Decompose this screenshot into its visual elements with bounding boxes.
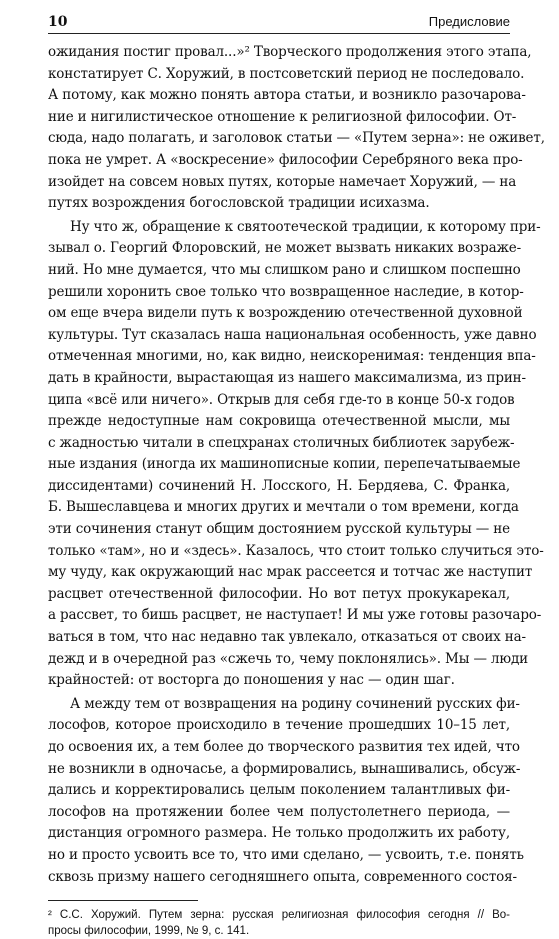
text-line: расцвет отечественной философии. Но вот петух прокукарекал, (48, 585, 510, 602)
paragraph (48, 217, 544, 692)
text-line: сюда, надо полагать, и заголовок статьи — «Путем зерна»: не оживет, (48, 130, 545, 147)
text-line: диссидентами) сочинений Н. Лосского, Н. Бердяева, С. Франка, (48, 477, 510, 494)
text-line: зывал о. Георгий Флоровский, не может вызвать никаких возраже- (48, 240, 522, 257)
text-line: констатирует С. Хоружий, в постсоветский период не последовало. (48, 65, 525, 82)
page-number: 10 (48, 14, 68, 30)
text-line: ные издания (иногда их машинописные копии, перепечатываемые (48, 456, 521, 473)
text-line: только «там», но и «здесь». Казалось, что стоит только случиться это- (48, 542, 544, 559)
text-line: дать в крайности, вырастающая из нашего максимализма, из прин- (48, 369, 526, 386)
running-head (48, 14, 510, 34)
text-line: прежде недоступные нам сокровища отечественной мысли, мы (48, 413, 510, 430)
text-line: дистанция огромного размера. Не только продолжить их работу, (48, 825, 510, 842)
text-line: не возникли в одночасье, а формировались, вынашивались, обсуж- (48, 760, 521, 777)
text-line: но и просто усвоить все то, что ими сделано, — усвоить, т.е. понять (48, 846, 524, 863)
text-line: отмеченная многими, но, как видно, неискоренимая: тенденция впа- (48, 348, 536, 365)
text-line: лософов на протяжении более чем полустолетнего периода, — (48, 803, 510, 820)
footnote-line: просы философии, 1999, № 9, с. 141. (48, 925, 250, 938)
text-line: ние и нигилистическое отношение к религиозной философии. От- (48, 108, 517, 125)
text-line: пока не умрет. А «воскресение» философии Серебряного века про- (48, 151, 523, 168)
text-line: сквозь призму нашего сегодняшнего опыта, современного состоя- (48, 868, 517, 885)
text-line: решили хоронить свое только что возвращенное наследие, в котор- (48, 283, 524, 300)
text-line: культуры. Тут сказалась наша национальная особенность, уже давно (48, 326, 537, 343)
section-title: Предисловие (428, 14, 510, 29)
paragraph (48, 42, 545, 215)
footnote (48, 901, 510, 939)
text-line: Ну что ж, обращение к святоотеческой традиции, к которому при- (70, 218, 541, 235)
text-line: А между тем от возвращения на родину сочинений русских фи- (70, 695, 520, 712)
footnote-rule (48, 900, 510, 939)
footnote-line: ² С.С. Хоружий. Путем зерна: русская религиозная философия сегодня // Во- (48, 909, 510, 922)
text-line: с жадностью читали в спецхранах столичных библиотек зарубеж- (48, 434, 515, 451)
book-page (48, 14, 545, 939)
text-line: крайностей: от восторга до поношения у нас — один шаг. (48, 672, 455, 689)
text-line: изойдет на совсем новых путях, которые намечает Хоружий, — на (48, 173, 517, 190)
text-line: а рассвет, то бишь расцвет, не наступает! И мы уже готовы разочаро- (48, 607, 542, 624)
body-text (48, 42, 545, 888)
text-line: дались и корректировались целым поколением талантливых фи- (48, 782, 510, 799)
text-line: эти сочинения станут общим достоянием русской культуры — не (48, 521, 510, 538)
paragraph (48, 694, 524, 888)
text-line: ваться в том, что нас недавно так увлекало, отказаться от своих на- (48, 629, 526, 646)
text-line: му чуду, как окружающий нас мрак рассеется и тотчас же наступит (48, 564, 533, 581)
text-line: А потому, как можно понять автора статьи, и возникло разочарова- (48, 87, 526, 104)
text-line: Б. Вышеславцева и многих других и мечтали о том времени, когда (48, 499, 519, 516)
text-line: ожидания постиг провал...»² Творческого продолжения этого этапа, (48, 44, 532, 60)
text-line: ний. Но мне думается, что мы слишком рано и слишком поспешно (48, 261, 521, 278)
text-line: ом еще вчера видели путь к возрождению отечественной духовной (48, 305, 523, 322)
text-line: дежд и в очередной раз «сжечь то, чему поклонялись». Мы — люди (48, 650, 528, 667)
text-line: до освоения их, а тем более до творческого развития тех идей, что (48, 739, 520, 755)
text-line: путях возрождения богословской традиции исихазма. (48, 195, 430, 212)
text-line: ципа «всё или ничего». Открыв для себя где-то в конце 50-х годов (48, 391, 515, 408)
text-line: лософов, которое происходило в течение прошедших 10–15 лет, (48, 717, 510, 734)
